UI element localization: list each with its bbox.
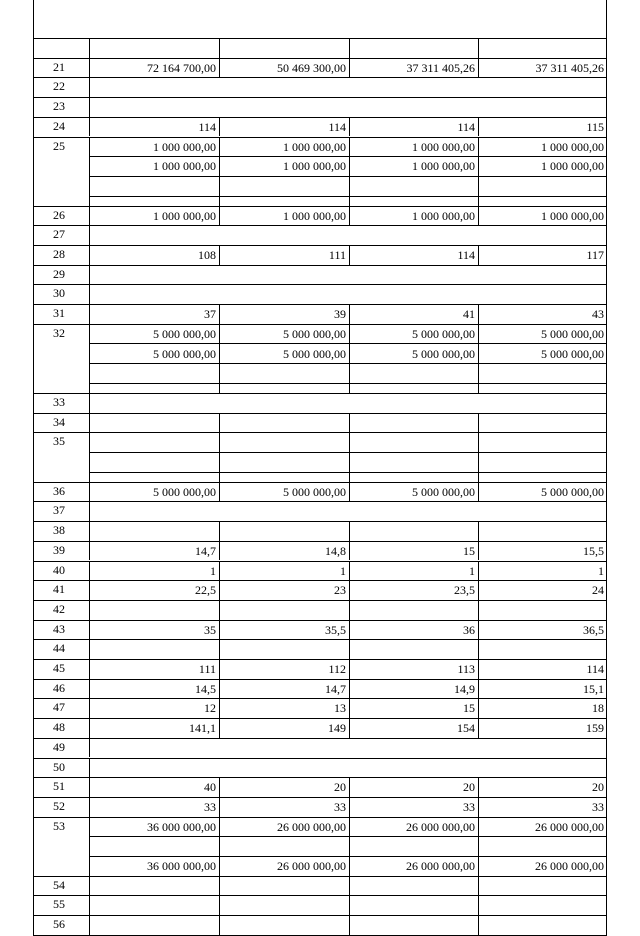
row-number: 53 bbox=[53, 818, 65, 833]
column-separator bbox=[478, 482, 479, 502]
column-separator bbox=[478, 324, 479, 393]
value-cell: 24 bbox=[592, 583, 604, 598]
column-separator bbox=[478, 895, 479, 915]
column-separator bbox=[89, 679, 90, 699]
value-cell: 1 000 000,00 bbox=[153, 139, 216, 154]
row-number: 43 bbox=[53, 621, 65, 636]
column-separator bbox=[89, 432, 90, 481]
value-cell: 41 bbox=[463, 307, 475, 322]
column-separator bbox=[478, 659, 479, 679]
column-separator bbox=[478, 432, 479, 481]
value-cell: 154 bbox=[457, 721, 475, 736]
row-border bbox=[33, 817, 607, 818]
row-border bbox=[33, 393, 607, 394]
column-separator bbox=[89, 265, 90, 285]
column-separator bbox=[349, 659, 350, 679]
row-number: 35 bbox=[53, 434, 65, 449]
column-separator bbox=[349, 413, 350, 433]
row-number: 23 bbox=[53, 99, 65, 114]
value-cell: 36 bbox=[463, 622, 475, 637]
value-cell: 72 164 700,00 bbox=[147, 60, 216, 75]
column-separator bbox=[219, 304, 220, 324]
column-separator bbox=[219, 137, 220, 206]
value-cell: 36 000 000,00 bbox=[147, 819, 216, 834]
value-cell: 141,1 bbox=[189, 721, 216, 736]
column-separator bbox=[89, 758, 90, 778]
column-separator bbox=[219, 117, 220, 137]
table-right-border bbox=[606, 0, 607, 935]
column-separator bbox=[349, 324, 350, 393]
value-cell: 20 bbox=[334, 780, 346, 795]
value-cell: 5 000 000,00 bbox=[283, 346, 346, 361]
row-border bbox=[33, 117, 607, 118]
column-separator bbox=[219, 413, 220, 433]
column-separator bbox=[478, 620, 479, 640]
value-cell: 112 bbox=[328, 662, 346, 676]
row-number: 52 bbox=[53, 798, 65, 813]
column-separator bbox=[219, 541, 220, 561]
column-separator bbox=[219, 895, 220, 915]
row-number: 30 bbox=[53, 286, 65, 301]
row-number: 42 bbox=[53, 601, 65, 616]
column-separator bbox=[89, 915, 90, 935]
column-separator bbox=[478, 817, 479, 876]
column-separator bbox=[219, 580, 220, 600]
value-cell: 1 bbox=[340, 563, 346, 578]
value-cell: 1 000 000,00 bbox=[541, 159, 604, 174]
value-cell: 108 bbox=[198, 248, 216, 262]
column-separator bbox=[89, 77, 90, 97]
column-separator bbox=[89, 284, 90, 304]
column-separator bbox=[89, 659, 90, 679]
cell-rule bbox=[89, 196, 607, 197]
column-separator bbox=[219, 777, 220, 797]
data-table bbox=[33, 0, 607, 932]
value-cell: 36,5 bbox=[583, 622, 604, 637]
value-cell: 1 000 000,00 bbox=[412, 208, 475, 223]
value-cell: 5 000 000,00 bbox=[153, 346, 216, 361]
value-cell: 20 bbox=[463, 780, 475, 795]
row-number: 26 bbox=[53, 207, 65, 222]
value-cell: 111 bbox=[328, 248, 346, 262]
column-separator bbox=[89, 225, 90, 245]
value-cell: 37 bbox=[204, 307, 216, 322]
row-number: 32 bbox=[53, 325, 65, 340]
value-cell: 5 000 000,00 bbox=[412, 346, 475, 361]
cell-rule bbox=[89, 452, 607, 453]
column-separator bbox=[349, 432, 350, 481]
value-cell: 114 bbox=[328, 119, 346, 134]
column-separator bbox=[219, 817, 220, 876]
column-separator bbox=[89, 600, 90, 620]
column-separator bbox=[478, 137, 479, 206]
column-separator bbox=[219, 324, 220, 393]
value-cell: 115 bbox=[586, 119, 604, 134]
row-number: 33 bbox=[53, 394, 65, 409]
row-border bbox=[33, 432, 607, 433]
row-number: 44 bbox=[53, 641, 65, 656]
value-cell: 5 000 000,00 bbox=[153, 326, 216, 341]
column-separator bbox=[478, 580, 479, 600]
column-separator bbox=[478, 718, 479, 738]
row-number: 39 bbox=[53, 542, 65, 557]
column-separator bbox=[89, 561, 90, 581]
row-border bbox=[33, 265, 607, 266]
row-border bbox=[33, 77, 607, 78]
value-cell: 114 bbox=[457, 248, 475, 262]
row-number: 41 bbox=[53, 582, 65, 597]
value-cell: 1 000 000,00 bbox=[153, 159, 216, 174]
column-separator bbox=[89, 501, 90, 521]
column-separator bbox=[89, 206, 90, 226]
column-separator bbox=[349, 679, 350, 699]
cell-rule bbox=[89, 176, 607, 177]
value-cell: 15 bbox=[463, 543, 475, 558]
value-cell: 1 000 000,00 bbox=[153, 208, 216, 223]
column-separator bbox=[478, 413, 479, 433]
column-separator bbox=[89, 38, 90, 58]
column-separator bbox=[478, 876, 479, 896]
value-cell: 1 bbox=[598, 563, 604, 578]
column-separator bbox=[349, 206, 350, 226]
value-cell: 14,7 bbox=[195, 543, 216, 558]
row-border bbox=[33, 97, 607, 98]
value-cell: 33 bbox=[592, 799, 604, 814]
value-cell: 5 000 000,00 bbox=[412, 326, 475, 341]
row-number: 25 bbox=[53, 138, 65, 153]
column-separator bbox=[219, 659, 220, 679]
column-separator bbox=[89, 58, 90, 78]
value-cell: 35 bbox=[204, 622, 216, 637]
column-separator bbox=[219, 698, 220, 718]
row-number: 51 bbox=[53, 779, 65, 794]
column-separator bbox=[219, 58, 220, 78]
column-separator bbox=[349, 58, 350, 78]
column-separator bbox=[89, 876, 90, 896]
column-separator bbox=[349, 915, 350, 935]
value-cell: 33 bbox=[334, 799, 346, 814]
column-separator bbox=[89, 895, 90, 915]
row-border bbox=[33, 413, 607, 414]
column-separator bbox=[349, 117, 350, 137]
column-separator bbox=[478, 541, 479, 561]
column-separator bbox=[349, 245, 350, 265]
value-cell: 40 bbox=[204, 780, 216, 795]
column-separator bbox=[478, 600, 479, 620]
value-cell: 26 000 000,00 bbox=[277, 819, 346, 834]
value-cell: 14,5 bbox=[195, 681, 216, 696]
table-top-border bbox=[33, 38, 607, 39]
column-separator bbox=[89, 698, 90, 718]
column-separator bbox=[89, 738, 90, 758]
row-number: 48 bbox=[53, 720, 65, 735]
row-number: 46 bbox=[53, 680, 65, 695]
value-cell: 5 000 000,00 bbox=[283, 326, 346, 341]
row-border bbox=[33, 659, 607, 660]
row-border bbox=[33, 797, 607, 798]
row-border bbox=[33, 718, 607, 719]
value-cell: 22,5 bbox=[195, 583, 216, 598]
column-separator bbox=[478, 206, 479, 226]
value-cell: 20 bbox=[592, 780, 604, 795]
column-separator bbox=[219, 876, 220, 896]
column-separator bbox=[89, 620, 90, 640]
column-separator bbox=[219, 245, 220, 265]
row-border bbox=[33, 876, 607, 877]
row-number: 38 bbox=[53, 523, 65, 538]
column-separator bbox=[349, 718, 350, 738]
column-separator bbox=[349, 797, 350, 817]
row-border bbox=[33, 324, 607, 325]
column-separator bbox=[349, 895, 350, 915]
value-cell: 113 bbox=[457, 662, 475, 676]
column-separator bbox=[219, 600, 220, 620]
value-cell: 1 000 000,00 bbox=[412, 159, 475, 174]
value-cell: 26 000 000,00 bbox=[277, 859, 346, 873]
column-separator bbox=[219, 679, 220, 699]
value-cell: 26 000 000,00 bbox=[406, 859, 475, 873]
row-number: 50 bbox=[53, 759, 65, 774]
row-border bbox=[33, 245, 607, 246]
column-separator bbox=[349, 777, 350, 797]
row-number: 22 bbox=[53, 79, 65, 94]
column-separator bbox=[478, 561, 479, 581]
value-cell: 18 bbox=[592, 701, 604, 716]
column-separator bbox=[349, 620, 350, 640]
cell-rule bbox=[89, 156, 607, 157]
value-cell: 33 bbox=[463, 799, 475, 814]
value-cell: 14,9 bbox=[454, 681, 475, 696]
column-separator bbox=[478, 639, 479, 659]
row-number: 54 bbox=[53, 877, 65, 892]
row-number: 40 bbox=[53, 562, 65, 577]
column-separator bbox=[478, 679, 479, 699]
value-cell: 5 000 000,00 bbox=[541, 484, 604, 499]
column-separator bbox=[478, 777, 479, 797]
column-separator bbox=[349, 137, 350, 206]
value-cell: 14,8 bbox=[325, 543, 346, 558]
column-separator bbox=[219, 915, 220, 935]
row-border bbox=[33, 304, 607, 305]
value-cell: 36 000 000,00 bbox=[147, 859, 216, 873]
row-border bbox=[33, 777, 607, 778]
row-border bbox=[33, 541, 607, 542]
cell-rule bbox=[89, 363, 607, 364]
row-border bbox=[33, 501, 607, 502]
column-separator bbox=[219, 482, 220, 502]
value-cell: 111 bbox=[198, 662, 216, 676]
column-separator bbox=[349, 561, 350, 581]
row-number: 56 bbox=[53, 917, 65, 932]
column-separator bbox=[478, 38, 479, 58]
value-cell: 117 bbox=[586, 248, 604, 262]
row-border bbox=[33, 620, 607, 621]
column-separator bbox=[89, 521, 90, 541]
value-cell: 1 000 000,00 bbox=[283, 159, 346, 174]
row-border bbox=[33, 58, 607, 59]
value-cell: 1 000 000,00 bbox=[412, 139, 475, 154]
value-cell: 39 bbox=[334, 307, 346, 322]
value-cell: 1 000 000,00 bbox=[283, 139, 346, 154]
row-border bbox=[33, 639, 607, 640]
column-separator bbox=[349, 817, 350, 876]
column-separator bbox=[89, 797, 90, 817]
column-separator bbox=[89, 777, 90, 797]
column-separator bbox=[89, 817, 90, 876]
value-cell: 26 000 000,00 bbox=[535, 859, 604, 873]
row-number: 24 bbox=[53, 118, 65, 133]
row-border bbox=[33, 580, 607, 581]
value-cell: 5 000 000,00 bbox=[541, 346, 604, 361]
column-separator bbox=[478, 521, 479, 541]
row-number: 37 bbox=[53, 503, 65, 518]
value-cell: 15,5 bbox=[583, 543, 604, 558]
row-border bbox=[33, 206, 607, 207]
value-cell: 37 311 405,26 bbox=[535, 60, 604, 75]
column-separator bbox=[349, 38, 350, 58]
row-border bbox=[33, 738, 607, 739]
value-cell: 26 000 000,00 bbox=[535, 819, 604, 834]
row-number: 31 bbox=[53, 306, 65, 321]
column-separator bbox=[89, 304, 90, 324]
column-separator bbox=[349, 698, 350, 718]
value-cell: 1 000 000,00 bbox=[283, 208, 346, 223]
column-separator bbox=[349, 580, 350, 600]
row-number: 55 bbox=[53, 897, 65, 912]
cell-rule bbox=[89, 383, 607, 384]
column-separator bbox=[349, 304, 350, 324]
value-cell: 1 bbox=[469, 563, 475, 578]
row-number: 49 bbox=[53, 739, 65, 754]
row-border bbox=[33, 895, 607, 896]
value-cell: 37 311 405,26 bbox=[406, 60, 475, 75]
column-separator bbox=[349, 876, 350, 896]
value-cell: 15 bbox=[463, 701, 475, 716]
row-border bbox=[33, 137, 607, 138]
value-cell: 114 bbox=[198, 119, 216, 134]
value-cell: 13 bbox=[334, 701, 346, 716]
value-cell: 35,5 bbox=[325, 622, 346, 637]
column-separator bbox=[89, 482, 90, 502]
column-separator bbox=[89, 245, 90, 265]
column-separator bbox=[219, 432, 220, 481]
value-cell: 23 bbox=[334, 583, 346, 598]
row-border bbox=[33, 758, 607, 759]
column-separator bbox=[478, 797, 479, 817]
value-cell: 5 000 000,00 bbox=[283, 484, 346, 499]
value-cell: 5 000 000,00 bbox=[541, 326, 604, 341]
row-border bbox=[33, 679, 607, 680]
column-separator bbox=[89, 117, 90, 137]
row-number: 45 bbox=[53, 661, 65, 675]
column-separator bbox=[219, 38, 220, 58]
column-separator bbox=[478, 915, 479, 935]
row-border bbox=[33, 284, 607, 285]
value-cell: 14,7 bbox=[325, 681, 346, 696]
column-separator bbox=[219, 561, 220, 581]
column-separator bbox=[219, 639, 220, 659]
column-separator bbox=[478, 304, 479, 324]
column-separator bbox=[89, 393, 90, 413]
column-separator bbox=[478, 58, 479, 78]
cell-rule bbox=[89, 836, 607, 837]
column-separator bbox=[478, 117, 479, 137]
row-border bbox=[33, 482, 607, 483]
row-number: 36 bbox=[53, 483, 65, 498]
column-separator bbox=[349, 541, 350, 561]
column-separator bbox=[89, 413, 90, 433]
value-cell: 12 bbox=[204, 701, 216, 716]
row-number: 34 bbox=[53, 414, 65, 429]
column-separator bbox=[89, 324, 90, 393]
cell-rule bbox=[89, 856, 607, 857]
column-separator bbox=[89, 97, 90, 117]
row-number: 47 bbox=[53, 700, 65, 715]
row-number: 27 bbox=[53, 227, 65, 242]
column-separator bbox=[219, 718, 220, 738]
value-cell: 26 000 000,00 bbox=[406, 819, 475, 834]
row-number: 29 bbox=[53, 266, 65, 281]
row-border bbox=[33, 698, 607, 699]
value-cell: 1 bbox=[210, 563, 216, 578]
column-separator bbox=[219, 206, 220, 226]
column-separator bbox=[219, 620, 220, 640]
column-separator bbox=[478, 698, 479, 718]
column-separator bbox=[349, 482, 350, 502]
value-cell: 1 000 000,00 bbox=[541, 139, 604, 154]
value-cell: 33 bbox=[204, 799, 216, 814]
column-separator bbox=[89, 541, 90, 561]
row-border bbox=[33, 915, 607, 916]
value-cell: 1 000 000,00 bbox=[541, 208, 604, 223]
row-border bbox=[33, 225, 607, 226]
value-cell: 159 bbox=[586, 721, 604, 736]
column-separator bbox=[89, 137, 90, 206]
table-left-border bbox=[33, 0, 34, 935]
value-cell: 5 000 000,00 bbox=[153, 484, 216, 499]
value-cell: 23,5 bbox=[454, 583, 475, 598]
value-cell: 5 000 000,00 bbox=[412, 484, 475, 499]
column-separator bbox=[219, 797, 220, 817]
row-border bbox=[33, 521, 607, 522]
column-separator bbox=[89, 580, 90, 600]
value-cell: 15,1 bbox=[583, 681, 604, 696]
column-separator bbox=[349, 521, 350, 541]
column-separator bbox=[89, 718, 90, 738]
value-cell: 114 bbox=[457, 119, 475, 134]
column-separator bbox=[349, 639, 350, 659]
cell-rule bbox=[89, 343, 607, 344]
row-number: 28 bbox=[53, 247, 65, 261]
row-number: 21 bbox=[53, 59, 65, 74]
row-border bbox=[33, 600, 607, 601]
row-border bbox=[33, 561, 607, 562]
value-cell: 114 bbox=[586, 662, 604, 676]
value-cell: 50 469 300,00 bbox=[277, 60, 346, 75]
column-separator bbox=[349, 600, 350, 620]
column-separator bbox=[219, 521, 220, 541]
value-cell: 43 bbox=[592, 307, 604, 322]
cell-rule bbox=[89, 472, 607, 473]
column-separator bbox=[478, 245, 479, 265]
value-cell: 149 bbox=[328, 721, 346, 736]
column-separator bbox=[89, 639, 90, 659]
